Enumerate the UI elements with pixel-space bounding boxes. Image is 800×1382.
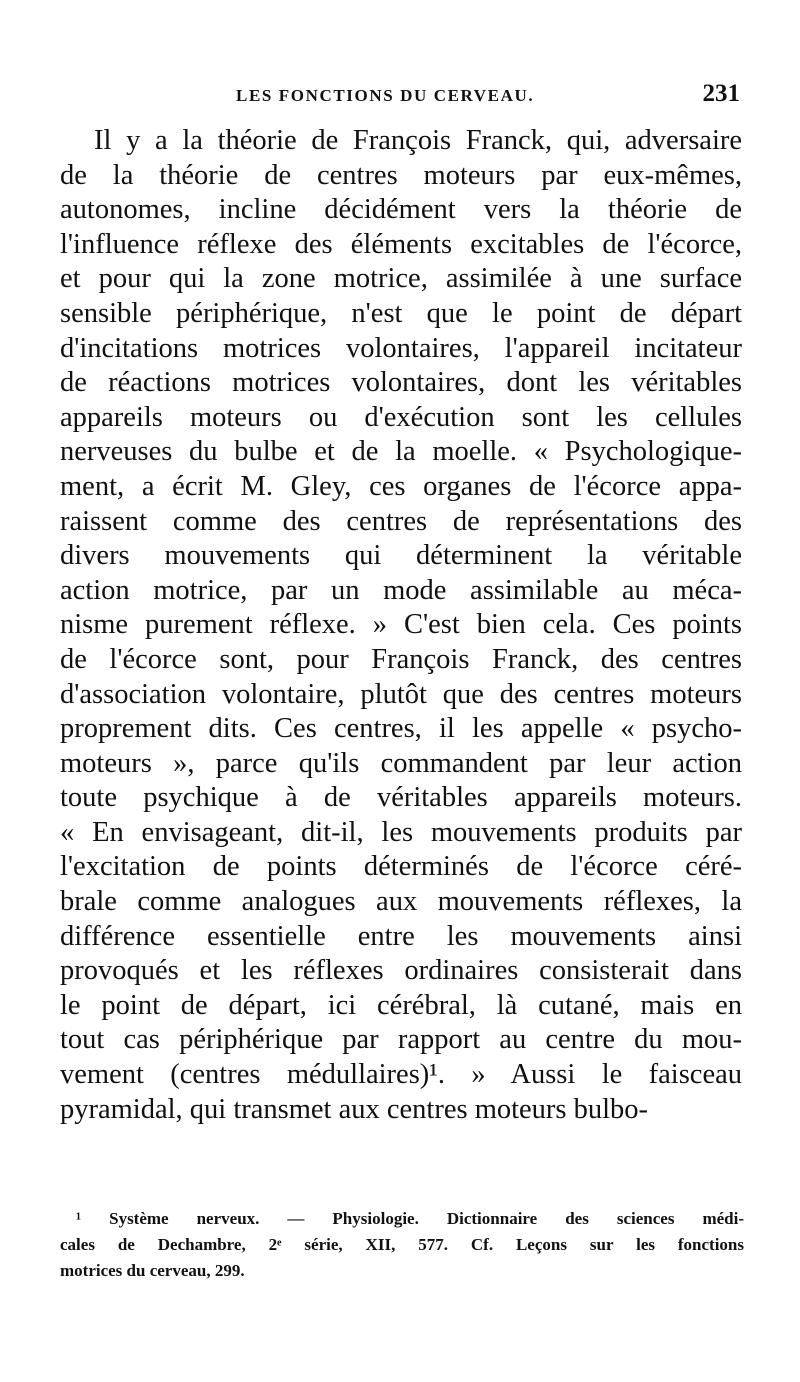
page-number: 231 — [702, 80, 740, 107]
text-line: proprement dits. Ces centres, il les appelle « psycho- — [60, 713, 742, 745]
text-line: provoqués et les réflexes ordinaires consisterait dans — [60, 955, 742, 987]
footnote-line: motrices du cerveau, 299. — [60, 1261, 245, 1280]
text-line: autonomes, incline décidément vers la théorie de — [60, 194, 742, 226]
text-line: Il y a la théorie de François Franck, qui, adversaire — [94, 125, 742, 156]
text-line: vement (centres médullaires)¹. » Aussi le faisceau — [60, 1059, 742, 1091]
footnote-line: cales de Dechambre, 2ᵉ série, XII, 577. Cf. Leçons sur les fonctions — [60, 1235, 744, 1254]
text-line: d'association volontaire, plutôt que des centres moteurs — [60, 678, 742, 710]
text-line: nisme purement réflexe. » C'est bien cela. Ces points — [60, 609, 742, 641]
text-line: l'influence réflexe des éléments excitables de l'écorce, — [60, 228, 742, 260]
text-line: toute psychique à de véritables appareils moteurs. — [60, 782, 742, 814]
text-line: appareils moteurs ou d'exécution sont les cellules — [60, 401, 742, 433]
body-text — [60, 124, 742, 1127]
text-line: raissent comme des centres de représentations des — [60, 505, 742, 537]
text-line: le point de départ, ici cérébral, là cutané, mais en — [60, 989, 742, 1021]
text-line: tout cas périphérique par rapport au centre du mou- — [60, 1024, 742, 1056]
text-line: de réactions motrices volontaires, dont les véritables — [60, 367, 742, 399]
text-line: de l'écorce sont, pour François Franck, des centres — [60, 643, 742, 675]
footnote-line: ¹ Système nerveux. — Physiologie. Dictionnaire des sciences médi- — [76, 1209, 744, 1228]
text-line: différence essentielle entre les mouvements ainsi — [60, 920, 742, 952]
text-line: d'incitations motrices volontaires, l'appareil incitateur — [60, 332, 742, 364]
text-line: nerveuses du bulbe et de la moelle. « Psychologique- — [60, 436, 742, 468]
text-line: action motrice, par un mode assimilable au méca- — [60, 574, 742, 606]
running-title: LES FONCTIONS DU CERVEAU. — [236, 86, 535, 105]
text-line: brale comme analogues aux mouvements réflexes, la — [60, 886, 742, 918]
text-line: de la théorie de centres moteurs par eux-mêmes, — [60, 159, 742, 191]
text-line: ment, a écrit M. Gley, ces organes de l'écorce appa- — [60, 470, 742, 502]
text-line: pyramidal, qui transmet aux centres moteurs bulbo- — [60, 1093, 649, 1125]
text-line: sensible périphérique, n'est que le point de départ — [60, 297, 742, 329]
text-line: divers mouvements qui déterminent la véritable — [60, 540, 742, 572]
text-line: « En envisageant, dit-il, les mouvements produits par — [60, 816, 742, 848]
text-line: moteurs », parce qu'ils commandent par leur action — [60, 747, 742, 779]
footnote — [60, 1206, 744, 1284]
text-line: et pour qui la zone motrice, assimilée à une surface — [60, 263, 742, 295]
page-header — [60, 80, 740, 114]
text-line: l'excitation de points déterminés de l'écorce céré- — [60, 851, 742, 883]
